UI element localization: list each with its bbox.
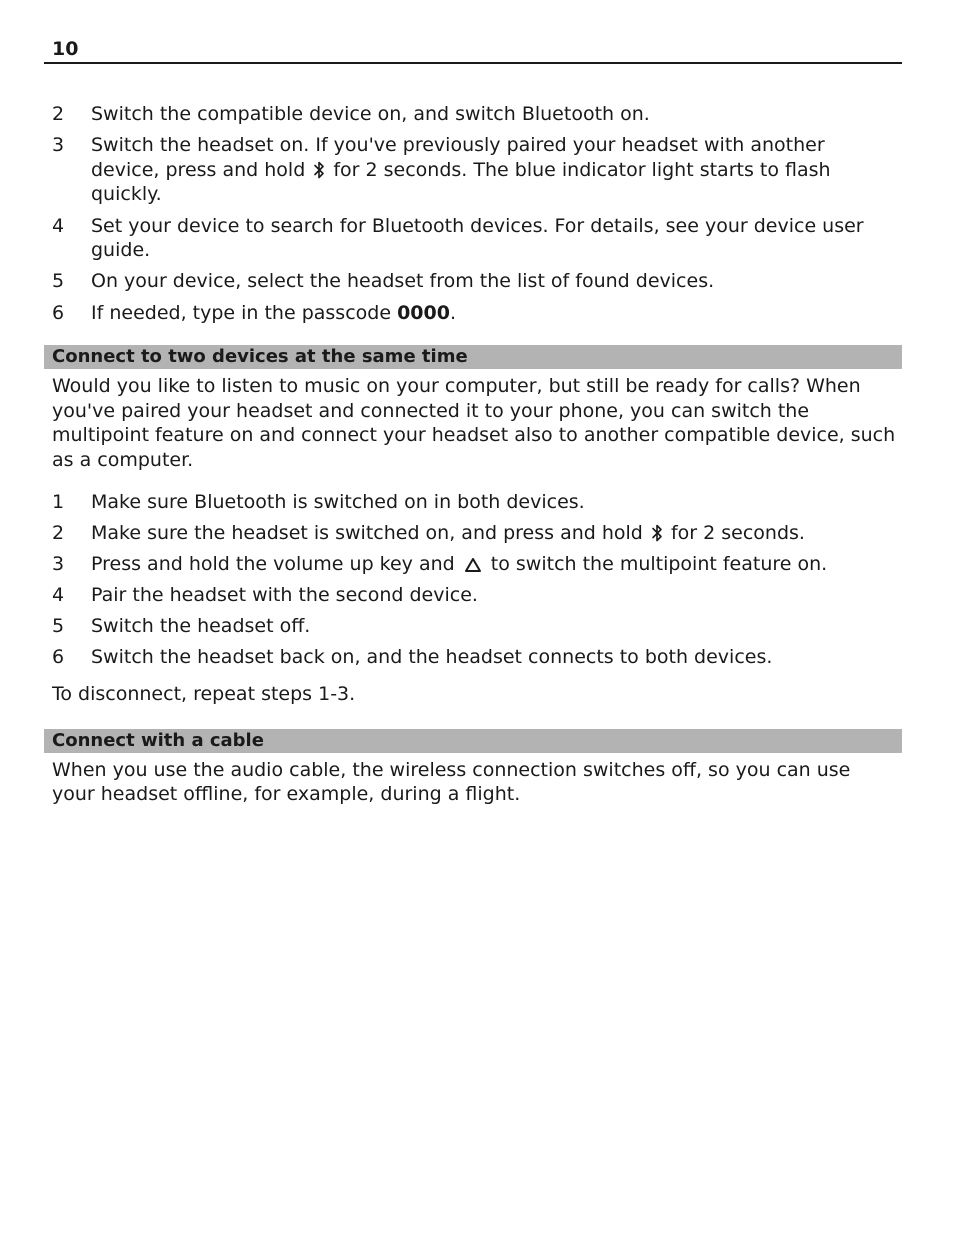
bluetooth-icon [651, 523, 663, 543]
step-number: 5 [52, 615, 65, 638]
volume-up-triangle-icon [463, 554, 483, 574]
list-item [44, 490, 902, 515]
step-number: 2 [52, 103, 65, 125]
step-text: On your device, select the headset from the list of found devices. [91, 270, 715, 293]
step-number: 6 [52, 646, 65, 669]
page-header [44, 0, 902, 64]
step-number: 3 [52, 552, 65, 575]
list-item [44, 102, 902, 127]
step-text-before: Make sure the headset is switched on, and press and hold [91, 521, 649, 544]
section-heading-cable: Connect with a cable [44, 729, 902, 753]
step-text: Make sure Bluetooth is switched on in both devices. [91, 490, 585, 513]
step-number: 2 [52, 521, 65, 544]
list-item [44, 645, 902, 670]
step-text-before: Press and hold the volume up key and [91, 552, 461, 575]
step-text: Switch the headset back on, and the headset connects to both devices. [91, 646, 773, 669]
pairing-steps-list [44, 102, 902, 325]
step-text-after: . [449, 301, 457, 324]
multipoint-steps-list [44, 490, 902, 671]
page-number: 10 [52, 38, 79, 60]
step-number: 5 [52, 270, 65, 293]
step-text-after: to switch the multipoint feature on. [484, 552, 828, 575]
step-text-before: Switch the headset on. If you've previously paired your headset with another device, press and hold [91, 134, 825, 181]
step-number: 4 [52, 584, 65, 607]
list-item [44, 214, 902, 263]
list-item [44, 552, 902, 577]
step-text-after: for 2 seconds. [664, 521, 805, 544]
step-number: 1 [52, 490, 65, 513]
step-number: 3 [52, 134, 65, 157]
step-number: 6 [52, 301, 65, 324]
step-text: Switch the compatible device on, and switch Bluetooth on. [91, 103, 650, 125]
list-item [44, 133, 902, 207]
step-number: 4 [52, 214, 65, 237]
passcode: 0000 [397, 301, 450, 324]
step-text: Switch the headset off. [91, 615, 311, 638]
section-heading-two-devices: Connect to two devices at the same time [44, 345, 902, 369]
list-item [44, 301, 902, 326]
list-item [44, 614, 902, 639]
manual-page [44, 0, 902, 807]
bluetooth-icon [313, 160, 325, 180]
step-text-after: for 2 seconds. The blue indicator light starts to flash quickly. [91, 158, 831, 206]
section-cable-body: When you use the audio cable, the wireless connection switches off, so you can use your headset offline, for example, during a flight. [52, 758, 851, 806]
disconnect-note: To disconnect, repeat steps 1-3. [52, 683, 356, 706]
list-item [44, 269, 902, 294]
list-item [44, 521, 902, 546]
step-text-before: If needed, type in the passcode [91, 301, 398, 324]
step-text: Set your device to search for Bluetooth devices. For details, see your device user guide. [91, 214, 864, 262]
list-item [44, 583, 902, 608]
step-text: Pair the headset with the second device. [91, 584, 478, 607]
section-intro: Would you like to listen to music on your computer, but still be ready for calls? When you've paired your headset and connected it to your phone, you can switch the multipoint feature on and connect your headset also to another compatible device, such as a computer. [52, 375, 896, 471]
